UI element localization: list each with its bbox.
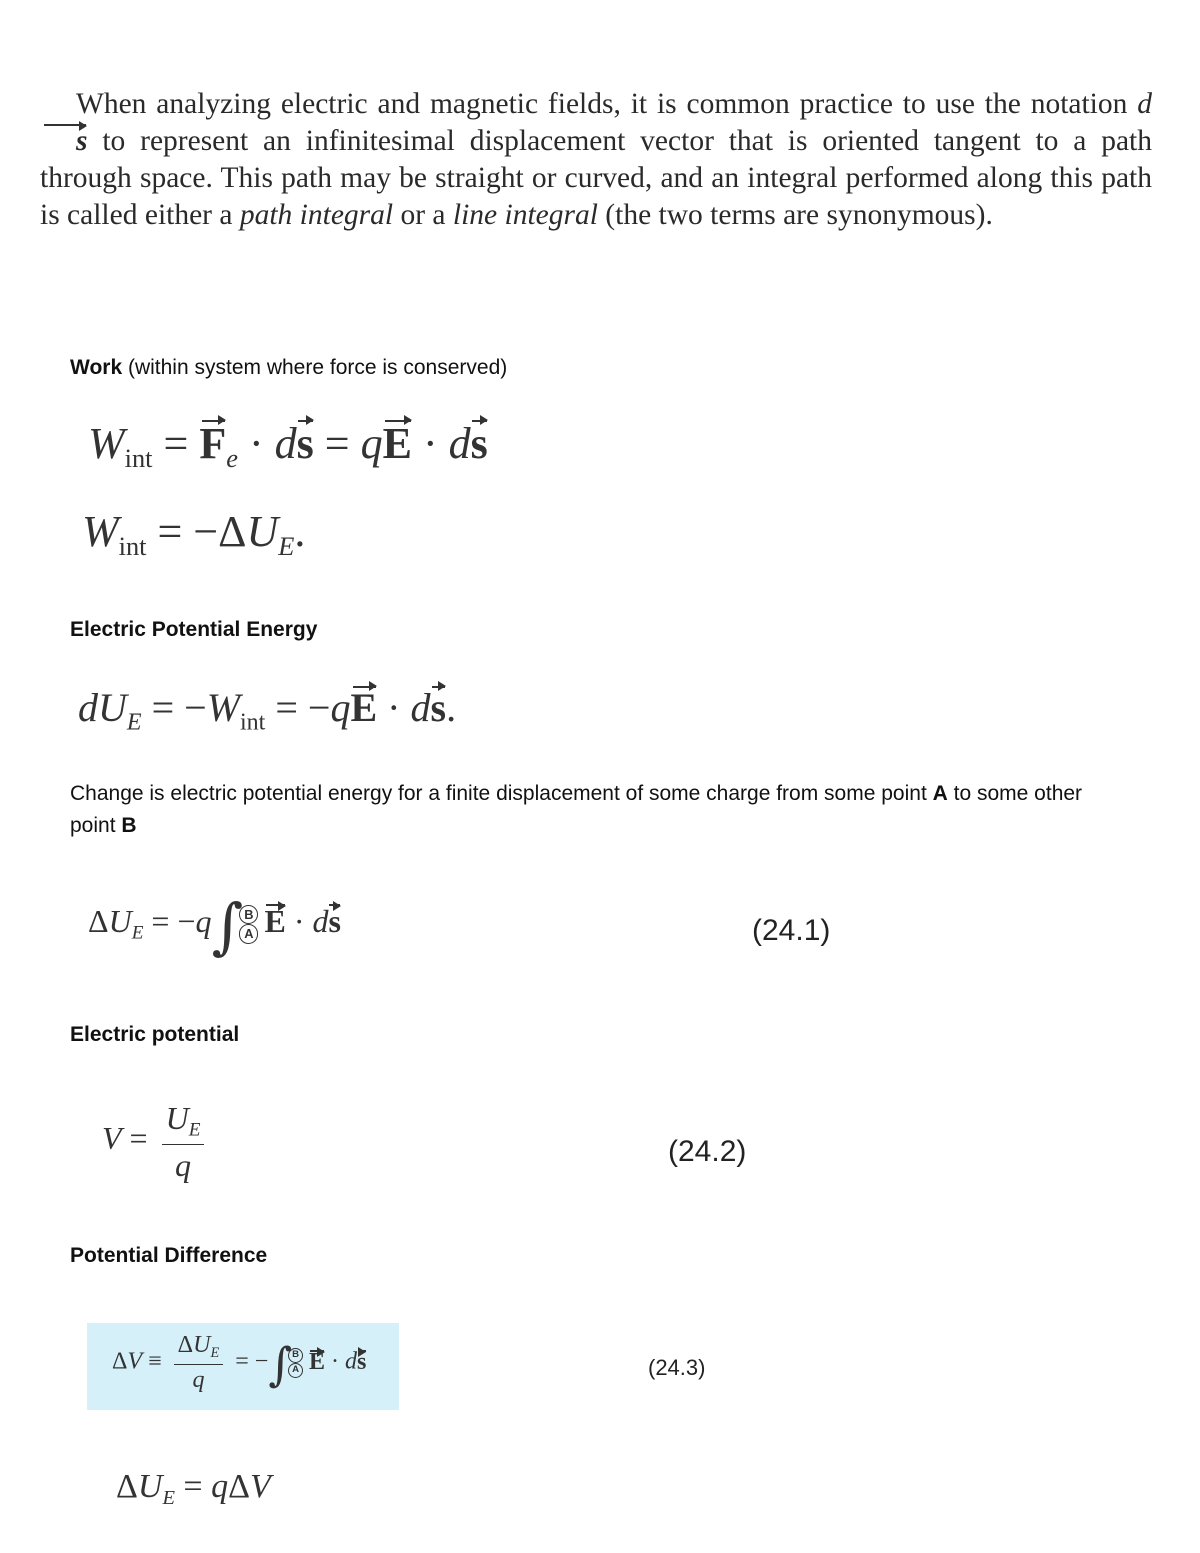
intro-paragraph — [40, 86, 1152, 234]
work-heading-rest: (within system where force is conserved) — [127, 356, 508, 379]
term-path-integral: path integral — [239, 199, 394, 231]
equation-24-2: V = $\frac{U_E}{q}$ — [102, 1100, 210, 1184]
intro-text-3: or a — [400, 199, 446, 231]
change-text-1: Change is electric potential energy for a finite displacement of some charge from some point — [70, 782, 927, 805]
change-paragraph — [70, 778, 1110, 842]
equation-number-24-1: (24.1) — [752, 914, 831, 947]
point-a-label: A — [932, 782, 948, 805]
work-heading — [70, 352, 507, 384]
potential-difference-heading: Potential Difference — [70, 1244, 268, 1267]
limit-a-circle: A — [239, 924, 258, 943]
electric-potential-heading: Electric potential — [70, 1023, 240, 1046]
equation-number-24-2: (24.2) — [668, 1135, 747, 1168]
equation-number-24-3: (24.3) — [648, 1355, 706, 1380]
limit-b-circle: B — [239, 905, 258, 924]
work-equation-1: $W_{int} = F_e$ · ds = qE · ds — [88, 419, 488, 474]
limit-a-circle-2: A — [288, 1363, 303, 1378]
term-line-integral: line integral — [452, 199, 598, 231]
du-equation: $dU_E = -W_{int} = -qE$ · ds. — [78, 685, 457, 736]
limit-b-circle-2: B — [288, 1348, 303, 1363]
ds-vector-inline: ds — [40, 88, 1152, 157]
intro-text-1: When analyzing electric and magnetic fields, it is common practice to use the notation — [76, 88, 1128, 120]
equation-24-1: $\Delta U_E = -q\int$ $\frac{B}{A}$ E · ds — [88, 892, 341, 962]
change-text-2: to some other point — [70, 782, 1083, 837]
intro-text-4: (the two terms are synonymous). — [605, 199, 993, 231]
potential-energy-heading: Electric Potential Energy — [70, 618, 318, 641]
final-equation: $\Delta U_E = q\Delta V$ — [116, 1468, 271, 1510]
work-heading-bold: Work — [70, 356, 123, 379]
point-b-label: B — [121, 814, 137, 837]
intro-text-2: to represent an infinitesimal displacement vector that is oriented tangent to a path through space. This path may be straight or curved, and an integral performed along this path is called either a — [40, 125, 1152, 231]
equation-24-3: ΔV ≡ $\frac{\Delta U_E}{q}$ = −∫ $\frac{B}{A}$ E · ds — [112, 1332, 367, 1394]
work-equation-2: $W_{int} = -\Delta U_E$. — [82, 507, 306, 562]
